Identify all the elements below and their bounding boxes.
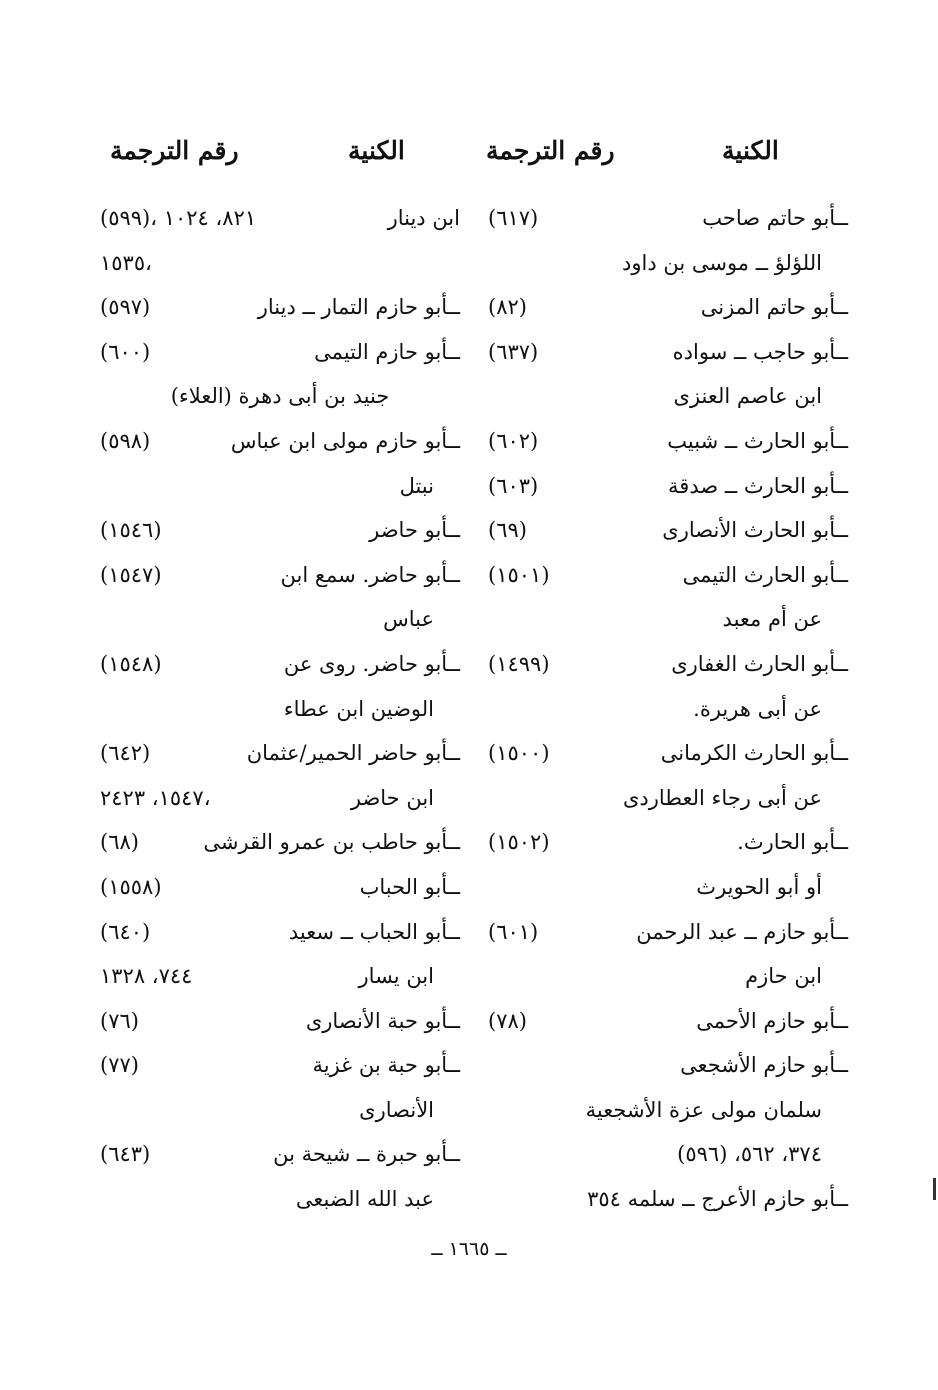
index-entry <box>488 241 848 286</box>
index-entry <box>488 1177 848 1222</box>
entry-text: ــأبو حازم ــ عبد الرحمن <box>636 919 848 944</box>
index-entry <box>100 865 460 910</box>
entry-text: ــأبو حازم الأشجعى <box>680 1053 848 1078</box>
entry-number: (٦١٧) <box>488 206 539 230</box>
index-entry <box>488 1043 848 1088</box>
entry-text: ــأبو حبة بن غزية <box>312 1053 460 1078</box>
entry-text: ابن حازم <box>745 964 822 989</box>
entry-text: ابن عاصم العنزى <box>673 384 822 409</box>
entry-number: (٦٩) <box>488 518 527 543</box>
entry-text: ابن يسار <box>358 964 434 989</box>
entry-number: (٦٨) <box>100 830 139 855</box>
index-entry <box>488 1088 848 1133</box>
entry-number: (١٤٩٩) <box>488 651 550 676</box>
index-entry <box>100 553 460 598</box>
index-entry <box>100 731 460 776</box>
entry-number: (٧٧) <box>100 1053 139 1078</box>
index-entry <box>100 241 460 286</box>
entry-text: اللؤلؤ ــ موسى بن داود <box>622 250 822 275</box>
index-entry <box>488 776 848 821</box>
entry-number: (٦٤٠) <box>100 919 151 944</box>
entry-text: نبتل <box>399 473 434 498</box>
index-entry <box>100 820 460 865</box>
index-entry <box>488 508 848 553</box>
index-entry <box>100 642 460 687</box>
entry-text: ــأبو حازم مولى ابن عباس <box>230 428 460 453</box>
entry-number: (٥٩٩)، ٨٢١، ١٠٢٤ <box>100 206 257 230</box>
index-entry <box>100 508 460 553</box>
index-entry <box>488 1132 848 1177</box>
entry-text: ــأبو حاضر. روى عن <box>283 651 460 676</box>
entry-text: أو أبو الحويرث <box>696 874 822 899</box>
entry-number: (١٥٤٨) <box>100 651 162 676</box>
index-entry <box>100 330 460 375</box>
entry-text: عن أم معبد <box>722 607 822 632</box>
entry-text: ــأبو حاضر. سمع ابن <box>280 562 460 587</box>
index-entry <box>488 597 848 642</box>
entry-text: ــأبو حازم الأحمى <box>696 1008 848 1033</box>
entry-number: (٨٢) <box>488 295 527 320</box>
entry-text: ــأبو حاضر الحمير/عثمان <box>246 741 460 766</box>
entry-number: (٧٦) <box>100 1008 139 1033</box>
entry-text: عن أبى رجاء العطاردى <box>622 785 822 810</box>
entry-text: ــأبو الحباب ــ سعيد <box>288 919 460 944</box>
entry-number: (١٥٥٨) <box>100 874 162 899</box>
index-entry <box>100 954 460 999</box>
entry-text: ــأبو حاتم المزنى <box>700 295 848 320</box>
entry-text: ٣٧٤، ٥٦٢، (٥٩٦) <box>677 1142 822 1167</box>
entry-text: ــأبو حبرة ــ شيحة بن <box>273 1142 460 1167</box>
index-entry <box>100 374 460 419</box>
right-kunya-header: الكنية <box>722 136 779 165</box>
entry-text: ــأبو حاضر <box>369 518 460 543</box>
index-entry <box>488 419 848 464</box>
right-number-header: رقم الترجمة <box>486 136 615 165</box>
index-entry <box>100 1043 460 1088</box>
entry-text: ــأبو حازم التيمى <box>314 339 460 364</box>
entry-number: (١٥٤٦) <box>100 518 162 543</box>
entry-number: (٥٩٧) <box>100 295 151 320</box>
entry-text: ــأبو الحارث. <box>737 830 848 855</box>
entry-text: ابن حاضر <box>350 785 434 810</box>
entry-text: الوضين ابن عطاء <box>283 696 434 721</box>
index-entry <box>488 731 848 776</box>
entry-text: ــأبو حبة الأنصارى <box>305 1008 460 1033</box>
entry-number: (٦٣٧) <box>488 339 539 364</box>
entry-text: ــأبو الحارث الغفارى <box>671 651 848 676</box>
entry-number: ١٥٤٧، ٢٤٢٣، <box>100 785 211 810</box>
index-entry <box>100 285 460 330</box>
entry-text: ــأبو الحارث ــ شبيب <box>667 428 848 453</box>
entry-text: ــأبو الحارث ــ صدقة <box>668 473 848 498</box>
entry-number: (٦٠٠) <box>100 339 151 364</box>
entry-number: (٧٨) <box>488 1008 527 1033</box>
index-entry <box>488 687 848 732</box>
page-number: ــ ١٦٦٥ ــ <box>431 1238 507 1260</box>
index-entry <box>100 419 460 464</box>
entry-number: (١٥٠١) <box>488 562 550 587</box>
scan-edge-mark <box>933 1178 936 1200</box>
index-entry <box>100 1132 460 1177</box>
entry-text: ــأبو حاتم صاحب <box>702 206 848 230</box>
index-entry <box>488 820 848 865</box>
entry-text: جنيد بن أبى دهرة (العلاء) <box>170 384 390 409</box>
left-column <box>100 196 460 1222</box>
index-entry <box>100 597 460 642</box>
index-entry <box>488 464 848 509</box>
entry-text: ــأبو الحارث الكرمانى <box>660 741 848 766</box>
entry-number: (٦٤٢) <box>100 741 151 766</box>
index-entry <box>488 642 848 687</box>
entry-number: (٦٠٢) <box>488 428 539 453</box>
entry-number: ٧٤٤، ١٣٢٨ <box>100 964 193 989</box>
index-entry <box>488 865 848 910</box>
index-entry <box>488 910 848 955</box>
entry-text: ــأبو حاجب ــ سواده <box>672 339 848 364</box>
entry-number: (١٥٠٠) <box>488 741 550 766</box>
entry-text: عن أبى هريرة. <box>693 696 822 721</box>
index-entry <box>488 196 848 241</box>
index-entry <box>100 464 460 509</box>
index-entry <box>100 776 460 821</box>
entry-number: (٦٠٣) <box>488 473 539 498</box>
index-entry <box>100 1177 460 1222</box>
index-entry <box>100 999 460 1044</box>
index-entry <box>488 999 848 1044</box>
entry-text: ابن دينار <box>387 206 460 230</box>
index-entry <box>488 330 848 375</box>
entry-number: (١٥٠٢) <box>488 830 550 855</box>
index-entry <box>488 553 848 598</box>
index-entry <box>488 285 848 330</box>
entry-text: سلمان مولى عزة الأشجعية <box>585 1097 822 1122</box>
entry-text: عباس <box>383 607 434 632</box>
index-entry <box>100 1088 460 1133</box>
entry-text: ــأبو حازم التمار ــ دينار <box>257 295 460 320</box>
entry-text: ــأبو الحارث الأنصارى <box>662 518 848 543</box>
entry-text: ــأبو حاطب بن عمرو القرشى <box>203 830 460 855</box>
entry-text: الأنصارى <box>359 1097 434 1122</box>
index-entry <box>100 196 460 241</box>
right-column <box>488 196 848 1222</box>
left-kunya-header: الكنية <box>348 136 405 165</box>
entry-number: ١٥٣٥، <box>100 250 152 275</box>
index-entry <box>100 687 460 732</box>
entry-text: عبد الله الضبعى <box>295 1187 434 1212</box>
left-number-header: رقم الترجمة <box>110 136 239 165</box>
index-entry <box>100 910 460 955</box>
entry-number: (٦٠١) <box>488 919 539 944</box>
entry-text: ــأبو حازم الأعرج ــ سلمه ٣٥٤ <box>587 1187 848 1212</box>
entry-text: ــأبو الحباب <box>359 874 460 899</box>
entry-number: (١٥٤٧) <box>100 562 162 587</box>
entry-text: ــأبو الحارث التيمى <box>682 562 848 587</box>
index-entry <box>488 954 848 999</box>
entry-number: (٦٤٣) <box>100 1142 151 1167</box>
index-entry <box>488 374 848 419</box>
entry-number: (٥٩٨) <box>100 428 151 453</box>
